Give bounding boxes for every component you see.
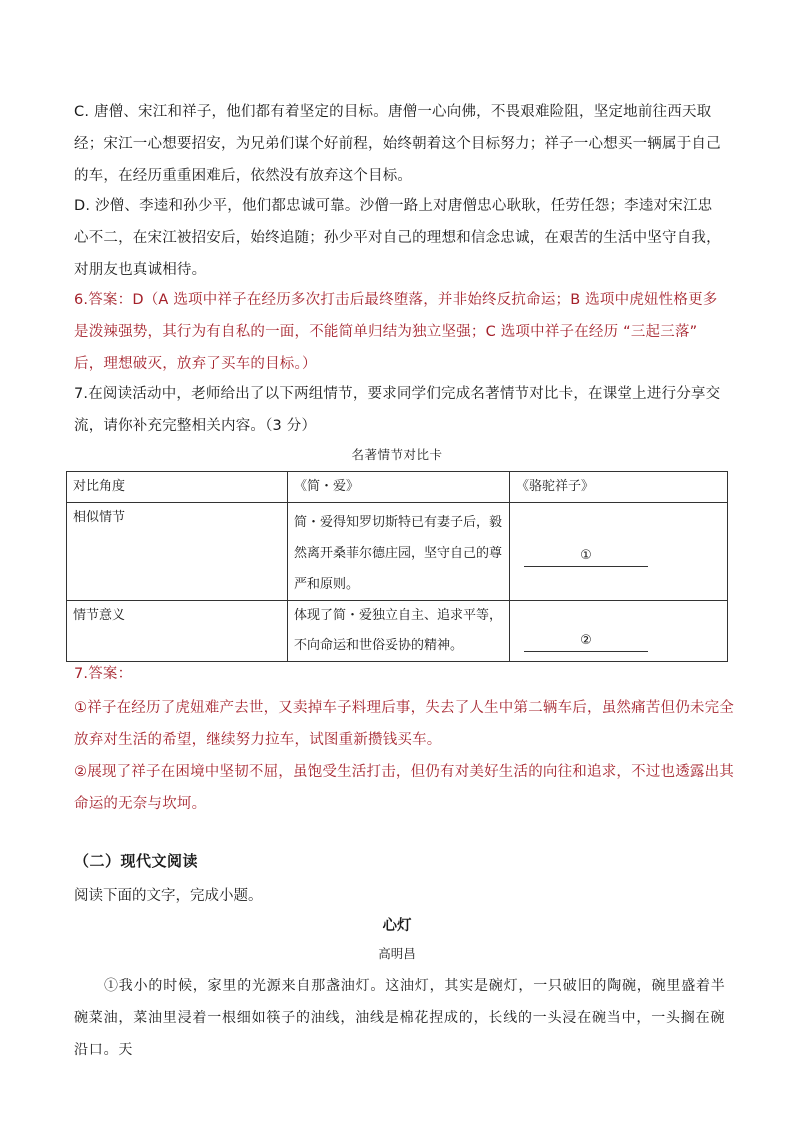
question-7: [74, 378, 726, 442]
fill-blank-2: ②: [524, 631, 648, 652]
header-camel-xiangzi: 《骆驼祥子》: [510, 472, 728, 503]
option-c: [74, 96, 726, 192]
question-7-text: 7.在阅读活动中，老师给出了以下两组情节，要求同学们完成名著情节对比卡，在课堂上进行分享交流，请你补充完整相关内容。（3 分）: [74, 386, 721, 434]
answer-6: [74, 284, 726, 380]
row-jane-eyre-text: 体现了简・爱独立自主、追求平等，不向命运和世俗妥协的精神。: [294, 608, 503, 653]
answer-7-item-2: ②展现了祥子在困境中坚韧不屈，虽饱受生活打击，但仍有对美好生活的向往和追求，不过也透露出其命运的无奈与坎坷。: [74, 764, 734, 812]
table-row: [67, 601, 728, 662]
section-title: （二）现代文阅读: [74, 852, 199, 870]
story-author: 高明昌: [378, 946, 416, 961]
option-c-text: C. 唐僧、宋江和祥子，他们都有着坚定的目标。唐僧一心向佛，不畏艰难险阻，坚定地前往西天取经；宋江一心想要招安，为兄弟们谋个好前程，始终朝着这个目标努力；祥子一心想买一辆属于自己的车，在经历重重困难后，依然没有放弃这个目标。: [74, 104, 721, 184]
story-paragraph-1: ①我小的时候，家里的光源来自那盏油灯。这油灯，其实是碗灯，一只破旧的陶碗，碗里盛着半碗菜油，菜油里浸着一根细如筷子的油线，油线是棉花捏成的，长线的一头浸在碗当中，一头搁在碗沿口。天: [74, 978, 726, 1058]
table-row: [67, 503, 728, 601]
option-d-text: D. 沙僧、李逵和孙少平，他们都忠诚可靠。沙僧一路上对唐僧忠心耿耿，任劳任怨；李逵对宋江忠心不二，在宋江被招安后，始终追随；孙少平对自己的理想和信念忠诚，在艰苦的生活中坚守自我，对朋友也真诚相待。: [74, 198, 721, 278]
table-caption: 名著情节对比卡: [351, 447, 443, 462]
row-angle: 情节意义: [73, 608, 126, 623]
comparison-table: [66, 471, 728, 662]
header-jane-eyre: 《简・爱》: [288, 472, 510, 503]
story-title: 心灯: [382, 918, 412, 934]
answer-7: [74, 664, 734, 820]
option-d: [74, 190, 726, 286]
fill-blank-1: ①: [524, 546, 648, 567]
table-header-row: [67, 472, 728, 503]
row-angle: 相似情节: [73, 510, 126, 525]
answer-7-label: 7.答案：: [74, 666, 133, 682]
answer-7-item-1: ①祥子在经历了虎妞难产去世，又卖掉车子料理后事，失去了人生中第二辆车后，虽然痛苦但仍未完全放弃对生活的希望，继续努力拉车，试图重新攒钱买车。: [74, 700, 734, 748]
section-instruction: 阅读下面的文字，完成小题。: [74, 888, 263, 904]
header-angle: 对比角度: [67, 472, 288, 503]
answer-6-text: 6.答案：D（A 选项中祥子在经历多次打击后最终堕落，并非始终反抗命运；B 选项中虎妞性格更多是泼辣强势，其行为有自私的一面，不能简单归结为独立坚强；C 选项中祥子在经历 “三起三落” 后，理想破灭，放弃了买车的目标。）: [74, 292, 718, 372]
row-jane-eyre-text: 简・爱得知罗切斯特已有妻子后，毅然离开桑菲尔德庄园，坚守自己的尊严和原则。: [294, 515, 503, 592]
